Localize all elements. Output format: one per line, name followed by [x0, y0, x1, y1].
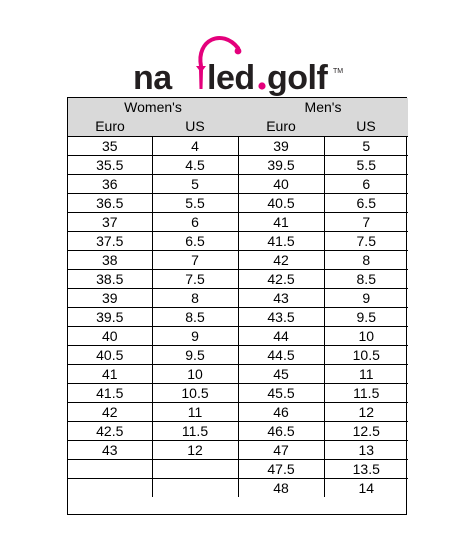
men-euro-cell: 40.5: [238, 194, 324, 213]
women-euro-cell: 39.5: [68, 308, 152, 327]
women-us-cell: 8.5: [152, 308, 238, 327]
svg-text:led: led: [207, 59, 255, 97]
men-euro-cell: 44: [238, 327, 324, 346]
men-euro-cell: 42.5: [238, 270, 324, 289]
women-euro-cell: 37: [68, 213, 152, 232]
men-euro-cell: 39.5: [238, 156, 324, 175]
men-euro-cell: 47: [238, 441, 324, 460]
men-us-header: US: [324, 117, 408, 137]
women-euro-header: Euro: [68, 117, 152, 137]
men-us-cell: 8: [324, 251, 408, 270]
men-us-cell: 11: [324, 365, 408, 384]
men-us-cell: 10.5: [324, 346, 408, 365]
men-us-cell: 7.5: [324, 232, 408, 251]
table-row: [68, 289, 408, 308]
women-euro-cell: 43: [68, 441, 152, 460]
women-us-cell: 6: [152, 213, 238, 232]
men-euro-cell: 43.5: [238, 308, 324, 327]
table-row: [68, 156, 408, 175]
women-us-cell: 12: [152, 441, 238, 460]
women-us-cell: 5: [152, 175, 238, 194]
men-us-cell: 13: [324, 441, 408, 460]
men-euro-cell: 39: [238, 137, 324, 156]
women-us-cell: 4: [152, 137, 238, 156]
women-header: Women's: [68, 98, 238, 117]
men-us-cell: 9: [324, 289, 408, 308]
women-us-cell: 5.5: [152, 194, 238, 213]
shoe-size-chart: [67, 97, 407, 515]
men-euro-cell: 45.5: [238, 384, 324, 403]
men-us-cell: 14: [324, 479, 408, 498]
table-row: [68, 270, 408, 289]
table-row: [68, 232, 408, 251]
women-euro-cell: 41: [68, 365, 152, 384]
size-table: [68, 98, 408, 497]
svg-text:golf: golf: [267, 59, 328, 97]
women-euro-cell: [68, 479, 152, 498]
women-us-cell: 11.5: [152, 422, 238, 441]
women-us-cell: 6.5: [152, 232, 238, 251]
table-row: [68, 403, 408, 422]
women-us-cell: 8: [152, 289, 238, 308]
table-row: [68, 460, 408, 479]
men-us-cell: 5.5: [324, 156, 408, 175]
men-us-cell: 6.5: [324, 194, 408, 213]
men-euro-cell: 48: [238, 479, 324, 498]
table-row: [68, 137, 408, 156]
men-header: Men's: [238, 98, 408, 117]
men-us-cell: 11.5: [324, 384, 408, 403]
women-us-cell: 10: [152, 365, 238, 384]
men-us-cell: 12: [324, 403, 408, 422]
women-euro-cell: 39: [68, 289, 152, 308]
women-euro-cell: 40: [68, 327, 152, 346]
men-us-cell: 8.5: [324, 270, 408, 289]
table-row: [68, 175, 408, 194]
women-us-header: US: [152, 117, 238, 137]
men-euro-cell: 44.5: [238, 346, 324, 365]
table-row: [68, 327, 408, 346]
size-rows: [68, 137, 408, 498]
women-us-cell: 10.5: [152, 384, 238, 403]
men-euro-cell: 46.5: [238, 422, 324, 441]
women-us-cell: 4.5: [152, 156, 238, 175]
gender-header-row: [68, 98, 408, 117]
nailed-golf-logo: [0, 18, 474, 98]
men-euro-cell: 42: [238, 251, 324, 270]
men-euro-cell: 46: [238, 403, 324, 422]
women-us-cell: 7.5: [152, 270, 238, 289]
women-us-cell: [152, 460, 238, 479]
women-euro-cell: 38: [68, 251, 152, 270]
women-euro-cell: 35: [68, 137, 152, 156]
women-euro-cell: 38.5: [68, 270, 152, 289]
women-euro-cell: 41.5: [68, 384, 152, 403]
men-us-cell: 7: [324, 213, 408, 232]
men-us-cell: 6: [324, 175, 408, 194]
men-us-cell: 5: [324, 137, 408, 156]
men-euro-cell: 41: [238, 213, 324, 232]
women-us-cell: 7: [152, 251, 238, 270]
men-euro-cell: 40: [238, 175, 324, 194]
logo-graphic: [0, 18, 474, 98]
men-euro-header: Euro: [238, 117, 324, 137]
men-us-cell: 12.5: [324, 422, 408, 441]
women-euro-cell: 36: [68, 175, 152, 194]
table-row: [68, 422, 408, 441]
table-row: [68, 479, 408, 498]
women-euro-cell: 40.5: [68, 346, 152, 365]
table-row: [68, 251, 408, 270]
men-euro-cell: 47.5: [238, 460, 324, 479]
table-row: [68, 308, 408, 327]
table-row: [68, 346, 408, 365]
svg-text:TM: TM: [333, 68, 344, 75]
women-us-cell: 11: [152, 403, 238, 422]
men-euro-cell: 45: [238, 365, 324, 384]
svg-text:na: na: [133, 59, 172, 97]
men-euro-cell: 41.5: [238, 232, 324, 251]
table-row: [68, 384, 408, 403]
women-euro-cell: [68, 460, 152, 479]
table-row: [68, 441, 408, 460]
women-euro-cell: 37.5: [68, 232, 152, 251]
table-row: [68, 194, 408, 213]
unit-header-row: [68, 117, 408, 137]
women-us-cell: 9: [152, 327, 238, 346]
women-us-cell: 9.5: [152, 346, 238, 365]
men-us-cell: 13.5: [324, 460, 408, 479]
men-us-cell: 9.5: [324, 308, 408, 327]
women-euro-cell: 42.5: [68, 422, 152, 441]
women-euro-cell: 42: [68, 403, 152, 422]
men-euro-cell: 43: [238, 289, 324, 308]
table-row: [68, 365, 408, 384]
women-euro-cell: 35.5: [68, 156, 152, 175]
men-us-cell: 10: [324, 327, 408, 346]
women-us-cell: [152, 479, 238, 498]
table-row: [68, 213, 408, 232]
women-euro-cell: 36.5: [68, 194, 152, 213]
